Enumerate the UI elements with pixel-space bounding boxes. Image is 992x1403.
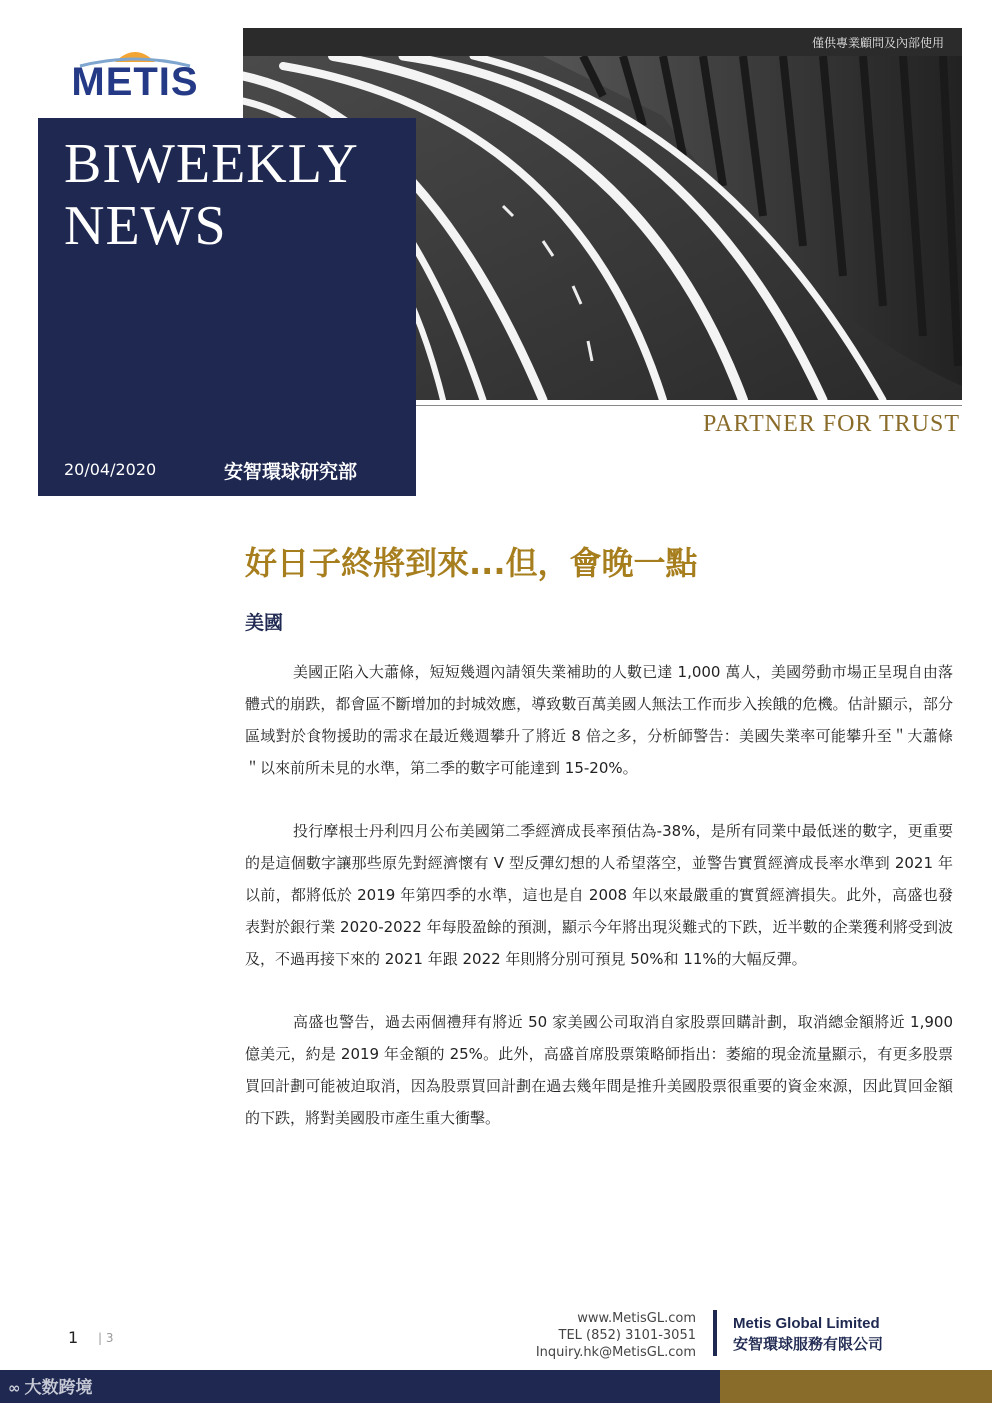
company-info [733,1314,883,1354]
header-divider [416,405,962,406]
paragraph: 高盛也警告，過去兩個禮拜有將近 50 家美國公司取消自家股票回購計劃，取消總金額將近 1,900 億美元，約是 2019 年金額的 25%。此外，高盛首席股票策略師指出：萎縮的現金流量顯示，有更多股票買回計劃可能被迫取消，因為股票買回計劃在過去幾年間是推升美國股票很重要的資金來源，因此買回金額的下跌，將對美國股市產生重大衝擊。 [245,1013,953,1127]
section-title: 美國 [245,612,284,634]
paragraph: 美國正陷入大蕭條，短短幾週內請領失業補助的人數已達 1,000 萬人，美國勞動市場正呈現自由落體式的崩跌，都會區不斷增加的封城效應，導致數百萬美國人無法工作而步入挨餓的危機。估計顯示，部分區域對於食物援助的需求在最近幾週攀升了將近 8 倍之多，分析師警告：美國失業率可能攀升至＂大蕭條＂以來前所未見的水準，第二季的數字可能達到 15-20%。 [245,663,953,777]
title-panel [38,118,416,496]
watermark [8,1373,93,1398]
footer-divider [713,1310,717,1356]
department-name: 安智環球研究部 [224,461,358,483]
footer-band-navy [0,1370,720,1403]
metis-logo [60,38,210,108]
company-name-zh: 安智環球服務有限公司 [733,1335,884,1353]
footer-band-gold [720,1370,992,1403]
issue-date: 20/04/2020 [64,460,157,479]
usage-notice: 僅供專業顧問及內部使用 [811,36,944,50]
company-name-en: Metis Global Limited [733,1315,880,1332]
page-total: | 3 [98,1331,114,1345]
tagline: PARTNER FOR TRUST [703,411,960,437]
contact-info [536,1310,696,1361]
title-biweekly: BIWEEKLY [64,133,359,195]
title-news: NEWS [64,195,227,257]
watermark-icon: ∞ [8,1379,21,1397]
watermark-text: 大数跨境 [24,1378,93,1398]
website-link[interactable]: www.MetisGL.com [577,1311,696,1326]
article-body [245,656,953,1165]
paragraph: 投行摩根士丹利四月公布美國第二季經濟成長率預估為-38%，是所有同業中最低迷的數字，更重要的是這個數字讓那些原先對經濟懷有 V 型反彈幻想的人希望落空，並警告實質經濟成長率水準到 2021 年以前，都將低於 2019 年第四季的水準，這也是自 2008 年以來最嚴重的實質經濟損失。此外，高盛也發表對於銀行業 2020-2022 年每股盈餘的預測，顯示今年將出現災難式的下跌，近半數的企業獲利將受到波及，不過再接下來的 2021 年跟 2022 年則將分別可預見 50%和 11%的大幅反彈。 [245,822,953,968]
header-bar [243,28,962,56]
article-headline: 好日子終將到來...但，會晚一點 [245,544,698,582]
page-number: 1 [68,1328,79,1347]
email-link[interactable]: Inquiry.hk@MetisGL.com [535,1345,696,1360]
phone-number: TEL (852) 3101-3051 [558,1328,696,1343]
logo-text: METIS [71,60,199,104]
